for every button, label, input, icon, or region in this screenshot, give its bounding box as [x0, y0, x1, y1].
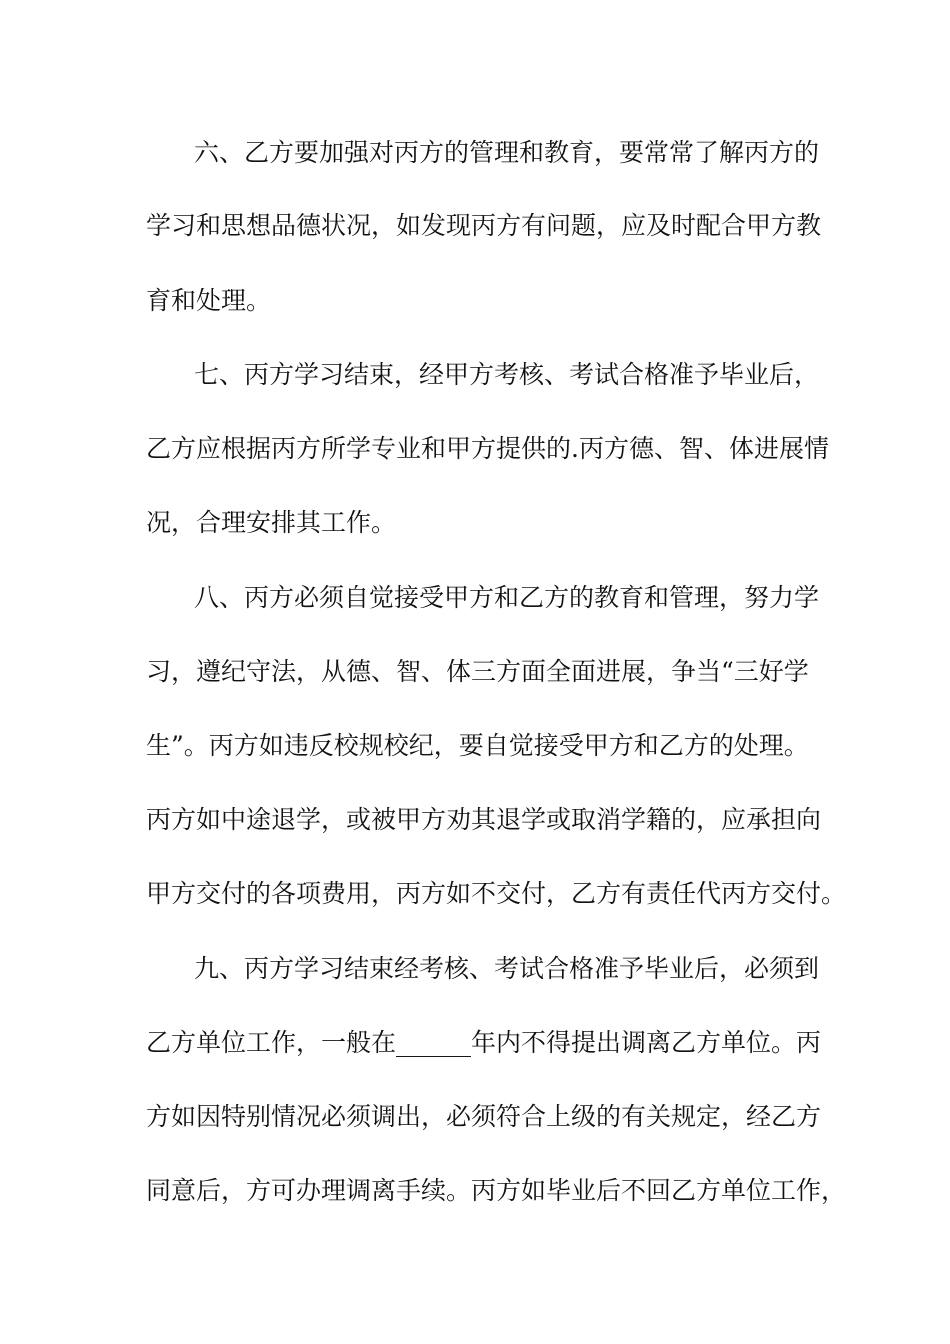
paragraph-9-line-3: 方如因特别情况必须调出，必须符合上级的有关规定，经乙方	[146, 1102, 822, 1131]
paragraph-6-line-1: 六、乙方要加强对丙方的管理和教育，要常常了解丙方的	[194, 138, 820, 167]
paragraph-7-line-1: 七、丙方学习结束，经甲方考核、考试合格准予毕业后，	[194, 360, 820, 389]
paragraph-8-line-5: 甲方交付的各项费用，丙方如不交付，乙方有责任代丙方交付。	[146, 879, 847, 908]
paragraph-7-line-3: 况，合理安排其工作。	[146, 508, 397, 537]
paragraph-8-line-4: 丙方如中途退学，或被甲方劝其退学或取消学籍的，应承担向	[146, 805, 822, 834]
paragraph-8-line-3: 生”。丙方如违反校规校纪，要自觉接受甲方和乙方的处理。	[146, 731, 809, 760]
paragraph-9-line-1: 九、丙方学习结束经考核、考试合格准予毕业后，必须到	[194, 954, 820, 983]
paragraph-6-line-3: 育和处理。	[146, 286, 272, 315]
paragraph-8-line-1: 八、丙方必须自觉接受甲方和乙方的教育和管理，努力学	[194, 583, 820, 612]
paragraph-9-line-4: 同意后，方可办理调离手续。丙方如毕业后不回乙方单位工作，	[146, 1176, 847, 1205]
paragraph-8-line-2: 习，遵纪守法，从德、智、体三方面全面进展，争当“三好学	[146, 657, 809, 686]
paragraph-9-line-2: 乙方单位工作，一般在______年内不得提出调离乙方单位。丙	[146, 1028, 822, 1057]
paragraph-6-line-2: 学习和思想品德状况，如发现丙方有问题，应及时配合甲方教	[146, 211, 822, 240]
paragraph-7-line-2: 乙方应根据丙方所学专业和甲方提供的.丙方德、智、体进展情	[146, 434, 829, 463]
